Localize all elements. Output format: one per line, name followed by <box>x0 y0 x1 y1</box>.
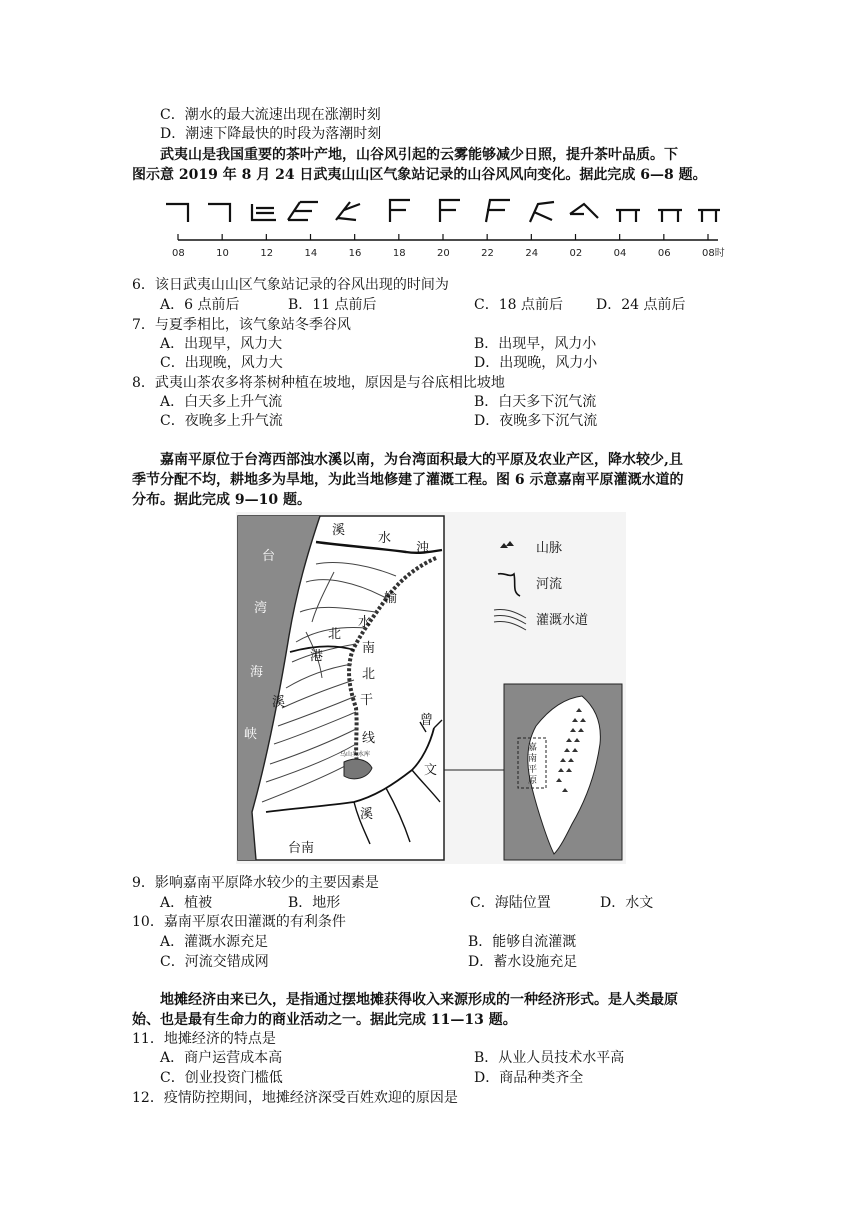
q10-option-d: D．蓄水设施充足 <box>468 954 578 970</box>
zengwen-label: 文 <box>424 763 438 778</box>
option-c: C．潮水的最大流速出现在涨潮时刻 <box>160 107 381 123</box>
strait-label: 湾 <box>254 601 268 616</box>
q7-option-b: B．出现早，风力小 <box>474 336 597 352</box>
q10-option-c: C．河流交错成网 <box>160 954 269 970</box>
wind-direction-chart <box>160 190 730 270</box>
axis-tick-label: 08 <box>172 248 185 259</box>
q7-option-a: A．出现早，风力大 <box>160 336 283 352</box>
wind-barb <box>698 210 720 222</box>
axis-tick-label: 02 <box>569 248 583 259</box>
q6-option-d: D．24 点前后 <box>596 297 686 313</box>
question-6-stem: 6．该日武夷山山区气象站记录的谷风出现的时间为 <box>132 277 449 293</box>
wind-barb <box>530 202 554 222</box>
q11-option-c: C．创业投资门槛低 <box>160 1070 283 1086</box>
axis-tick-label: 14 <box>304 248 318 259</box>
wind-barb <box>486 200 510 222</box>
question-8-stem: 8．武夷山茶农多将茶树种植在坡地，原因是与谷底相比坡地 <box>132 375 505 391</box>
question-9-stem: 9．影响嘉南平原降水较少的主要因素是 <box>132 875 379 891</box>
river-label: 水 <box>378 531 392 546</box>
strait-label: 台 <box>262 549 276 564</box>
question-12-stem: 12．疫情防控期间，地摊经济深受百姓欢迎的原因是 <box>132 1090 458 1106</box>
q8-option-a: A．白天多上升气流 <box>160 394 283 410</box>
canal-label: 干 <box>360 693 374 708</box>
wind-barb <box>252 204 276 220</box>
canal-label: 水 <box>358 615 372 630</box>
axis-tick-label: 08时 <box>702 248 725 259</box>
q9-option-d: D．水文 <box>600 895 654 911</box>
question-11-stem: 11．地摊经济的特点是 <box>132 1031 276 1047</box>
q6-option-b: B．11 点前后 <box>288 297 377 313</box>
beigang-label: 港 <box>310 649 324 664</box>
inset-label: 平 <box>528 765 538 775</box>
intro-paragraph-line: 武夷山是我国重要的茶叶产地，山谷风引起的云雾能够减少日照，提升茶叶品质。下 <box>160 147 678 163</box>
question-7-stem: 7．与夏季相比，该气象站冬季谷风 <box>132 317 351 333</box>
canal-label: 线 <box>362 731 376 746</box>
tainan-label: 台南 <box>288 841 315 856</box>
axis-tick-label: 12 <box>260 248 274 259</box>
q10-option-a: A．灌溉水源充足 <box>160 934 269 950</box>
canal-label: 输 <box>384 591 398 606</box>
river-label: 溪 <box>332 523 346 538</box>
axis-tick-label: 04 <box>613 248 627 259</box>
beigang-label: 溪 <box>272 695 286 710</box>
axis-tick-label: 10 <box>216 248 229 259</box>
q7-option-d: D．出现晚，风力小 <box>474 355 598 371</box>
q9-option-c: C．海陆位置 <box>470 895 551 911</box>
legend-label: 灌溉水道 <box>536 613 589 628</box>
intro-paragraph-line: 地摊经济由来已久，是指通过摆地摊获得收入来源形成的一种经济形式。是人类最原 <box>160 992 678 1008</box>
jianan-plain-map <box>236 512 626 864</box>
axis-tick-label: 18 <box>392 248 406 259</box>
wind-barb <box>570 204 598 218</box>
axis-tick-label: 24 <box>525 248 539 259</box>
wind-barb <box>166 204 188 222</box>
wind-barb <box>440 200 460 222</box>
axis-tick-label: 16 <box>348 248 362 259</box>
q6-option-c: C．18 点前后 <box>474 297 563 313</box>
q11-option-a: A．商户运营成本高 <box>160 1050 283 1066</box>
q11-option-b: B．从业人员技术水平高 <box>474 1050 625 1066</box>
river-label: 浊 <box>416 541 430 556</box>
wind-barb <box>336 202 360 220</box>
legend-label: 河流 <box>536 577 563 592</box>
canal-label: 北 <box>362 667 376 682</box>
option-d: D．潮速下降最快的时段为落潮时刻 <box>160 126 382 142</box>
q11-option-d: D．商品种类齐全 <box>474 1070 584 1086</box>
q8-option-d: D．夜晚多下沉气流 <box>474 413 598 429</box>
strait-label: 海 <box>250 665 264 680</box>
axis-tick-label: 06 <box>657 248 671 259</box>
intro-paragraph-line: 嘉南平原位于台湾西部浊水溪以南，为台湾面积最大的平原及农业产区，降水较少,且 <box>160 452 683 468</box>
inset-label: 原 <box>528 776 538 786</box>
intro-paragraph-line: 图示意 2019 年 8 月 24 日武夷山山区气象站记录的山谷风风向变化。据此完成 6—8 题。 <box>132 167 707 183</box>
zengwen-label: 曾 <box>420 713 434 728</box>
q8-option-c: C．夜晚多上升气流 <box>160 413 283 429</box>
q9-option-b: B．地形 <box>288 895 341 911</box>
legend-label: 山脉 <box>536 541 563 556</box>
question-10-stem: 10．嘉南平原农田灌溉的有利条件 <box>132 914 346 930</box>
q6-option-a: A．6 点前后 <box>160 297 240 313</box>
intro-paragraph-line: 始、也是最有生命力的商业活动之一。据此完成 11—13 题。 <box>132 1012 517 1028</box>
wind-barb <box>208 204 230 222</box>
q7-option-c: C．出现晚，风力大 <box>160 355 283 371</box>
axis-tick-label: 20 <box>437 248 450 259</box>
beigang-label: 北 <box>328 627 342 642</box>
q10-option-b: B．能够自流灌溉 <box>468 934 577 950</box>
canal-label: 南 <box>362 641 376 656</box>
inset-label: 嘉 <box>528 743 538 753</box>
zengwen-label: 溪 <box>360 807 374 822</box>
wind-barb <box>288 202 318 220</box>
q9-option-a: A．植被 <box>160 895 213 911</box>
intro-paragraph-line: 分布。据此完成 9—10 题。 <box>132 492 311 508</box>
strait-label: 峡 <box>244 727 258 742</box>
wind-barb <box>658 210 682 222</box>
reservoir-label: 乌山头水库 <box>340 751 371 758</box>
wind-barb <box>616 210 640 222</box>
axis-tick-label: 22 <box>481 248 494 259</box>
inset-label: 南 <box>528 754 538 764</box>
q8-option-b: B．白天多下沉气流 <box>474 394 597 410</box>
wind-barb <box>390 200 410 222</box>
intro-paragraph-line: 季节分配不均，耕地多为旱地，为此当地修建了灌溉工程。图 6 示意嘉南平原灌溉水道的 <box>132 472 684 488</box>
